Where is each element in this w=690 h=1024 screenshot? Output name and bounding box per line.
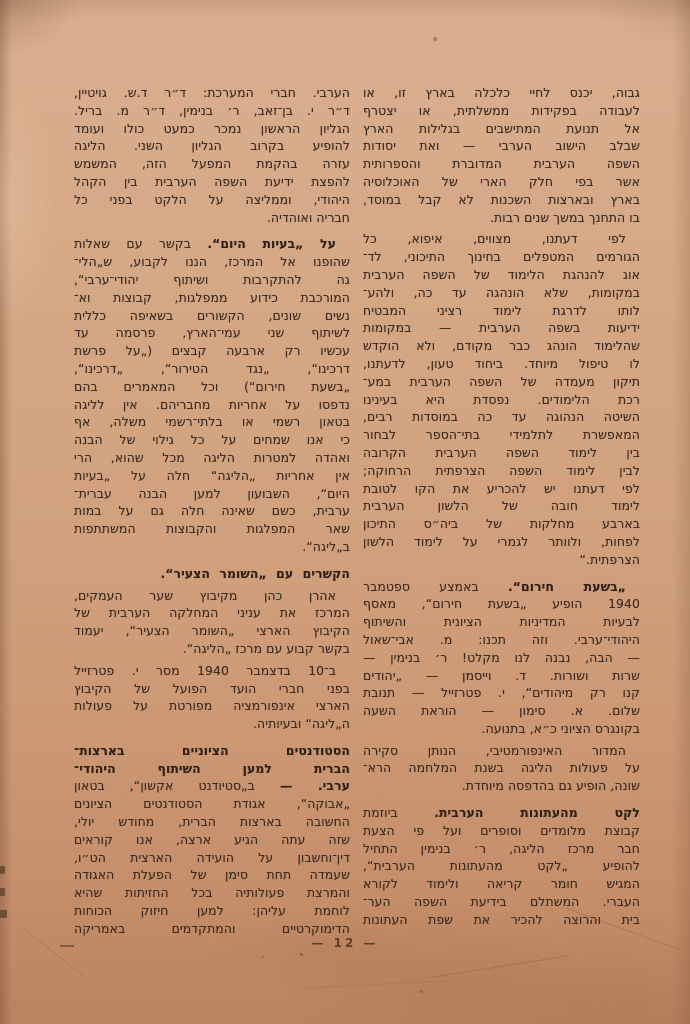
- paragraph: [363, 578, 640, 738]
- text-line: כי אנו שמחים על כל גילוי של הבנה: [74, 432, 350, 448]
- text-line: בטאון רשמי או בלתי־רשמי משלה, אף: [74, 414, 350, 430]
- text-line: ב־10 בדצמבר 1940 מסר י. פטרזייל: [74, 662, 336, 678]
- text-line: הקשרים עם „השומר הצעיר“.: [160, 565, 350, 581]
- text-line: שונה, הופיע גם בהדפסה מיוחדת.: [461, 778, 640, 794]
- text-line: ערבי. — ב„סטיודנט אקשון“, בטאון: [74, 778, 350, 794]
- text-line: חבריה ואוהדיה.: [266, 209, 350, 225]
- text-line: לבין לימוד השפה הצרפתית הרחוקה;: [363, 462, 640, 478]
- paragraph: [74, 587, 350, 658]
- column-left: [74, 84, 350, 938]
- text-line: לפחות, ולוותר לגמרי על לימוד הלשון: [363, 533, 640, 549]
- text-line: נשים שונים, הקשורים בשאיפה כללית: [74, 307, 350, 323]
- text-line: 1940 הופיע „בשעת חירום“, מאסף: [363, 596, 640, 612]
- paragraph: [74, 84, 350, 226]
- text-line: נדפסו על אחריות מחבריהם. אין לליגה: [74, 396, 350, 412]
- paper-speck: [300, 953, 303, 956]
- text-line: הארצי אינפורמציה מפורטת על פעולות: [74, 698, 350, 714]
- text-line: להופיע בקרוב הגליון השני. הליגה: [74, 138, 350, 154]
- text-line: אין אחריות „הליגה“ חלה על „בעיות: [74, 467, 350, 483]
- text-line: המדור האינפורמטיבי, הנותן סקירה: [363, 742, 626, 758]
- text-line: על פעולות הליגה בשנת המלחמה הרא־: [363, 760, 640, 776]
- text-line: שרות ושורות. ד. וייסמן — „יהודים: [363, 667, 640, 683]
- text-line: תיקון מעמדה של השפה הערבית במע־: [363, 373, 640, 389]
- text-line: בפני חברי הועד הפועל של הקיבוץ: [74, 680, 350, 696]
- text-line: העברי. המשתלם בידיעת השפה הער־: [363, 894, 640, 910]
- text-line: אל תנועת המתישבים בגלילות הארץ: [363, 120, 640, 136]
- text-line: והמרצת פעולותיה בכל החזיתות שהיא: [74, 885, 350, 901]
- text-line: גבוה, יכנס לחיי כלכלה בארץ זו, או: [363, 85, 640, 100]
- text-line: השיטה הנהוגה עד כה במוסדות רבים,: [363, 409, 640, 425]
- text-line: בארץ ובארצות השכנות לא קבל במוסד,: [363, 191, 640, 207]
- edge-text-fragment: [0, 866, 5, 874]
- text-line: אהרן כהן מקיבוץ שער העמקים,: [74, 587, 336, 603]
- text-line: בו התחנך במשך שנים רבות.: [489, 209, 640, 225]
- text-line: לבעיות המדיניות הציונית והשיתוף: [363, 614, 640, 630]
- paragraph: [363, 230, 640, 568]
- text-line: לוחמת עליהן: למען חיזוק הכוחות: [74, 903, 350, 919]
- text-line: שאר המפלגות והקבוצות המשתתפות: [74, 521, 350, 537]
- paper-speck: [262, 956, 264, 958]
- text-line: אשר בפי חלק הארי של האוכלוסיה: [363, 173, 640, 189]
- text-line: לקט מהעתונות הערבית. ביוזמת: [363, 805, 640, 821]
- text-line: „בשעת חירום“) וכל המאמרים בהם: [74, 378, 350, 394]
- text-line: דין־וחשבון על הועידה הארצית הט״ו,: [74, 849, 350, 865]
- text-line: [74, 742, 350, 760]
- text-line: לפי דעתנו יש להכריע את הקו לטובת: [363, 480, 640, 496]
- text-line: לפי דעתנו, מצווים, איפוא, כל: [363, 231, 626, 247]
- text-line: המאפשרת לתלמידי בתי־הספר לבחור: [363, 427, 640, 443]
- text-line: עכשיו רק ארבעה קבצים („על פרשת: [74, 343, 350, 359]
- text-line: בארבע מחלקות של ביה״ס התיכון: [363, 516, 640, 532]
- text-line: שלום. א. סימון — הוראת השעה: [363, 703, 640, 719]
- bold-lead: הסטודנטים הציוניים בארצות־: [74, 742, 350, 758]
- text-line: ה„ליגה“ ובעיותיה.: [253, 716, 350, 732]
- text-line: ב„ליגה“.: [302, 538, 350, 554]
- text-line: שהלימוד הונהג כבר מקודם, ולא הוקדש: [363, 338, 640, 354]
- paper-crack: [431, 955, 569, 978]
- text-line: המגיש חומר קריאה ולימוד לקורא: [363, 876, 640, 892]
- text-line: היהודי, וממליצה על הלקט בפני כל: [74, 191, 350, 207]
- text-line: במקומות, שלא הונהגה עד כה, ולהע־: [363, 284, 640, 300]
- text-line: ד״ר י. בן־זאב, ר׳ בנימין, ד״ר מ. בריל.: [74, 102, 350, 118]
- text-line: „בשעת חירום“. באמצע ספטמבר: [363, 578, 626, 594]
- text-line: דרכינו“, „נגד הטירור“, „דרכינו“,: [74, 360, 350, 376]
- text-line: ואהדה למטרות הליגה מכל שהוא, הרי: [74, 449, 350, 465]
- text-line: על „בעיות היום“. בקשר עם שאלות: [74, 236, 337, 252]
- column-right: [363, 84, 640, 929]
- text-line: הגליון הראשון נמכר כמעט כולו ועומד: [74, 120, 350, 136]
- text-line: בין לימוד השפה הערבית הקרובה: [363, 444, 640, 460]
- paragraph: [74, 235, 350, 555]
- text-line: בקשר קבוע עם מרכז „הליגה“.: [182, 640, 350, 656]
- text-line: לעבודה בפקידות ממשלתית, או יצטרף: [363, 102, 640, 118]
- paper-speck: [433, 37, 437, 41]
- paper-speck: [420, 990, 423, 993]
- text-line: אוג להנהגת הלימוד של השפה הערבית: [363, 266, 640, 282]
- text-line: בית והרוצה להכיר את שפת העתונות: [363, 911, 640, 927]
- text-line: המרכז את עניני המחלקה הערבית של: [74, 605, 350, 621]
- text-line: בקונגרס הציוני כ״א, בתנועה.: [481, 720, 640, 736]
- bold-lead: ערבי. —: [279, 778, 350, 794]
- text-line: השפה הערבית המדוברת והספרותית: [363, 156, 640, 172]
- text-line: ערבית, כשם שאינה חלה גם על במות: [74, 503, 350, 519]
- text-line: חבר מרכז הליגה, ר׳ בנימין התחיל: [363, 840, 640, 856]
- paper-stain-line: [300, 980, 450, 989]
- bold-lead: הברית למען השיתוף היהודי־: [74, 760, 350, 776]
- edge-text-fragment: [0, 910, 7, 918]
- text-line: [74, 760, 350, 778]
- paragraph: [74, 662, 350, 733]
- paragraph: [363, 804, 640, 929]
- text-line: עזרה בהקמת המפעל הזה, המשמש: [74, 156, 350, 172]
- text-line: הערבי. חברי המערכת: ד״ר ד.ש. גויטיין,: [74, 85, 350, 100]
- bold-lead: לקט מהעתונות הערבית.: [434, 805, 640, 821]
- text-line: שזה עתה הגיע ארצה, אנו קוראים: [74, 831, 350, 847]
- text-line: להופיע „לקט מהעתונות הערבית“,: [363, 858, 640, 874]
- text-line: — הבה, נבנה לנו מקלט! ר׳ בנימין —: [363, 649, 640, 665]
- bold-lead: על „בעיות היום“.: [207, 236, 337, 252]
- paragraph: [363, 742, 640, 795]
- text-line: היום“, השבועון למען הבנה עברית־: [74, 485, 350, 501]
- paragraph: [74, 565, 350, 583]
- text-line: לימוד חובה של הלשון הערבית: [363, 498, 640, 514]
- paragraph: [363, 84, 640, 226]
- text-line: גה להתקרבות ושיתוף יהודי־ערבי“,: [74, 271, 350, 287]
- text-line: שהופנו אל המרכז, הננו לקבוע, ש„הלי־: [74, 254, 350, 270]
- text-line: החשובה בארצות הברית, מחודש יולי,: [74, 814, 350, 830]
- page-number: — 12 —: [311, 936, 379, 950]
- text-line: קבוצת מלומדים וסופרים ועל פי הצעת: [363, 822, 640, 838]
- text-line: לותו לדרגת לימוד רציני המבטיח: [363, 302, 640, 318]
- edge-text-fragment: [0, 888, 5, 896]
- text-line: לשיתוף שני עמי־הארץ, פרסמה עד: [74, 325, 350, 341]
- text-line: היהודי־ערבי. וזה תכנו: מ. אבי־שאול: [363, 631, 640, 647]
- text-line: הקיבוץ הארצי „השומר הצעיר“, יעמוד: [74, 623, 350, 639]
- paragraph: [74, 742, 350, 938]
- text-line: הצרפתית.“: [579, 551, 640, 567]
- text-line: הגורמים המטפלים בחינוך התיכוני, לד־: [363, 249, 640, 265]
- text-line: להפצת ידיעת השפה הערבית בין הקהל: [74, 173, 350, 189]
- text-line: שבלב הישוב הערבי — ואת יסודות: [363, 138, 640, 154]
- text-line: המורכבת כידוע ממפלגות, קבוצות וא־: [74, 289, 350, 305]
- text-line: הדימוקרטיים והמתקדמים באמריקה: [74, 920, 350, 936]
- text-line: ידיעות בשפה הערבית — במקומות: [363, 320, 640, 336]
- text-line: שעמדה תחת סימן של הפעלת האגודה: [74, 867, 350, 883]
- text-line: רכת הלימודים. נפסדת היא בעינינו: [363, 391, 640, 407]
- text-line: לו טיפול מיוחד. ביחוד טעון, לדעתנו,: [363, 355, 640, 371]
- text-line: קנו רק מיהודים“, י. פטרזייל — תנובת: [363, 685, 640, 701]
- text-line: „אבוקה“, אגודת הסטודנטים הציונים: [74, 796, 350, 812]
- bold-lead: „בשעת חירום“.: [507, 578, 626, 594]
